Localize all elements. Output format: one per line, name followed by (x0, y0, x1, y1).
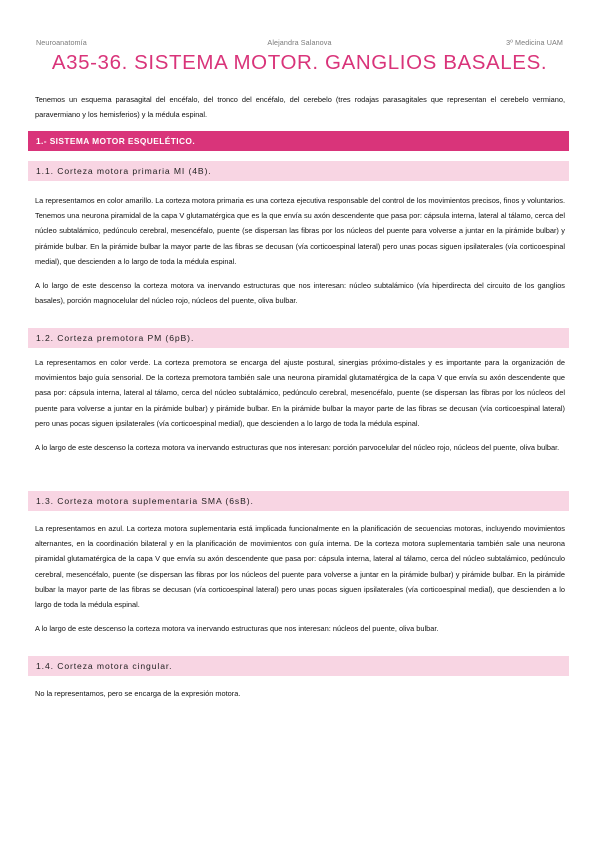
subsection-heading-1-3: 1.3. Corteza motora suplementaria SMA (6sB). (28, 491, 569, 511)
subsection-1-1-paragraph-1: La representamos en color amarillo. La corteza motora primaria es una corteza ejecutiva responsable del control de los movimientos precisos, finos y voluntarios. Tenemos una neurona piramidal de la capa V glutamatérgica que es la que envía su axón descendente que pasa por: cápsula interna, lateral al tálamo, cerca del núcleo subtalámico, pedúnculo cerebral, mesencéfalo, puente (se dispersan las fibras por los núcleos del puente para volverse a juntar en la pirámide bulbar) y pirámide bulbar. En la pirámide bulbar la mayor parte de las fibras se decusan (vía corticoespinal lateral) pero unas pocas siguen ipsilaterales (vía corticoespinal medial), que descienden a lo largo de toda la médula espinal. (35, 196, 565, 266)
intro-text: Tenemos un esquema parasagital del encéfalo, del tronco del encéfalo, del cerebelo (tres rodajas parasagitales que representan el cerebelo vermiano, paravermiano y los hemisferios) y la médula espinal. (35, 95, 565, 120)
subsection-1-2-paragraph-2: A lo largo de este descenso la corteza motora va inervando estructuras que nos interesan: porción parvocelular del núcleo rojo, núcleos del puente, oliva bulbar. (35, 443, 560, 453)
subsection-1-2-body (35, 355, 565, 455)
subsection-1-3-body (35, 521, 565, 636)
subsection-1-2-paragraph-1: La representamos en color verde. La corteza premotora se encarga del ajuste postural, sinergias próximo-distales y es importante para la organización de movimientos bajo guía sensorial. De la corteza premotora también sale una neurona piramidal glutamatérgica de la capa V que envía su axón descendente que pasa por: cápsula interna, lateral al tálamo, cerca del núcleo subtalámico, pedúnculo cerebral, mesencéfalo, puente (se dispersan las fibras por los núcleos del puente para volverse a juntar en la pirámide bulbar) y pirámide bulbar. En la pirámide bulbar la mayor parte de las fibras se decusan (vía corticoespinal lateral) pero unas pocas siguen ipsilaterales (vía corticoespinal medial), que descienden a lo largo de toda la médula espinal. (35, 358, 565, 428)
header-course: 3º Medicina UAM (506, 38, 563, 47)
subsection-heading-1-2: 1.2. Corteza premotora PM (6pB). (28, 328, 569, 348)
page-title: A35-36. SISTEMA MOTOR. GANGLIOS BASALES. (51, 51, 548, 74)
subsection-1-1-paragraph-2: A lo largo de este descenso la corteza motora va inervando estructuras que nos interesan: núcleo subtalámico (vía hiperdirecta del circuito de los ganglios basales), porción magnocelular del núcleo rojo, núcleos del puente, oliva bulbar. (35, 281, 565, 306)
section-heading-1: 1.- SISTEMA MOTOR ESQUELÉTICO. (28, 131, 569, 151)
subsection-1-1-body (35, 193, 565, 308)
page-header (36, 38, 563, 50)
intro-paragraph (35, 92, 565, 122)
header-subject: Neuroanatomía (36, 38, 87, 47)
subsection-1-4-body (35, 686, 565, 701)
subsection-1-3-paragraph-1: La representamos en azul. La corteza motora suplementaria está implicada funcionalmente en la planificación de secuencias motoras, incluyendo movimientos alternantes, en la coordinación bilateral y en la planificación de movimientos con guía interna. De la corteza motora suplementaria también sale una neurona piramidal glutamatérgica de la capa V que envía su axón descendente que pasa por: cápsula interna, lateral al tálamo, cerca del núcleo subtalámico, pedúnculo cerebral, mesencéfalo, puente (se dispersan las fibras por los núcleos del puente para volverse a juntar en la pirámide bulbar) y pirámide bulbar. En la pirámide bulbar la mayor parte de las fibras se decusan (vía corticoespinal lateral) pero unas pocas siguen ipsilaterales (vía corticoespinal medial), que descienden a lo largo de toda la médula espinal. (35, 524, 565, 610)
subsection-heading-1-4: 1.4. Corteza motora cingular. (28, 656, 569, 676)
header-author: Alejandra Salanova (267, 38, 332, 47)
subsection-1-3-paragraph-2: A lo largo de este descenso la corteza motora va inervando estructuras que nos interesan: núcleos del puente, oliva bulbar. (35, 624, 439, 634)
subsection-heading-1-1: 1.1. Corteza motora primaria MI (4B). (28, 161, 569, 181)
subsection-1-4-paragraph-1: No la representamos, pero se encarga de la expresión motora. (35, 689, 241, 698)
